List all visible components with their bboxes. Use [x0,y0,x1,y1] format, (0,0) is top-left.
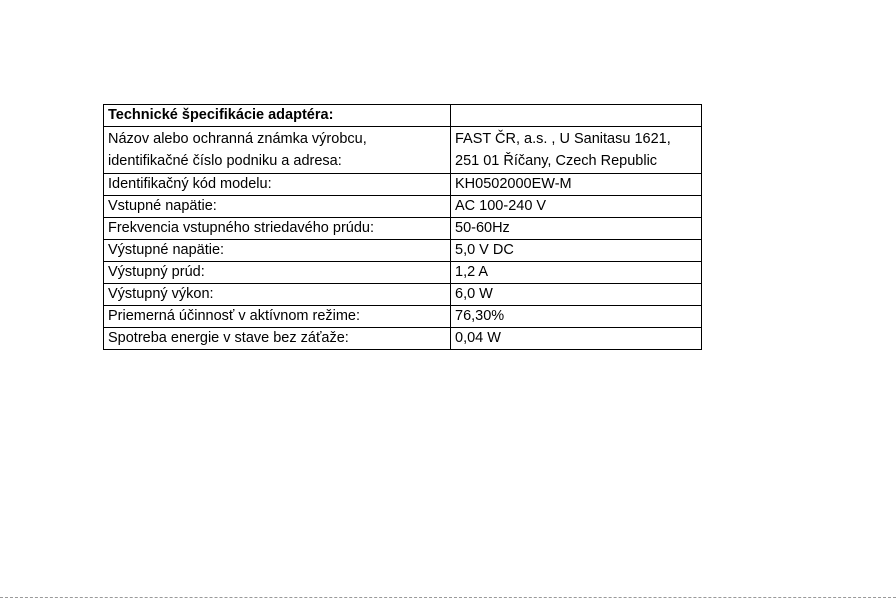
manufacturer-value-cell [451,127,702,174]
manufacturer-label-line1: Názov alebo ochranná známka výrobcu, [108,131,367,147]
row-value: AC 100-240 V [451,196,702,218]
row-label: Identifikačný kód modelu: [104,174,451,196]
manufacturer-value-line2: 251 01 Říčany, Czech Republic [455,153,658,169]
manufacturer-value-line1: FAST ČR, a.s. , U Sanitasu 1621, [455,131,671,147]
table-row [104,218,702,240]
row-label: Frekvencia vstupného striedavého prúdu: [104,218,451,240]
table-row [104,284,702,306]
table-header-empty-cell [451,105,702,127]
row-value: 50-60Hz [451,218,702,240]
manufacturer-label-line2: identifikačné číslo podniku a adresa: [108,153,342,169]
table-row [104,306,702,328]
row-value: 6,0 W [451,284,702,306]
row-value: 76,30% [451,306,702,328]
row-label: Výstupný výkon: [104,284,451,306]
table-row [104,196,702,218]
row-label: Vstupné napätie: [104,196,451,218]
table-row [104,262,702,284]
page-bottom-divider [0,597,896,598]
row-label: Výstupný prúd: [104,262,451,284]
row-value: KH0502000EW-M [451,174,702,196]
table-row [104,174,702,196]
table-row-manufacturer [104,127,702,174]
adapter-spec-table [103,104,702,350]
table-row [104,240,702,262]
row-label: Priemerná účinnosť v aktívnom režime: [104,306,451,328]
row-label: Spotreba energie v stave bez záťaže: [104,328,451,350]
row-label: Výstupné napätie: [104,240,451,262]
table-header-row [104,105,702,127]
row-value: 1,2 A [451,262,702,284]
table-title: Technické špecifikácie adaptéra: [104,105,451,127]
manufacturer-label-cell [104,127,451,174]
row-value: 0,04 W [451,328,702,350]
table-row [104,328,702,350]
row-value: 5,0 V DC [451,240,702,262]
